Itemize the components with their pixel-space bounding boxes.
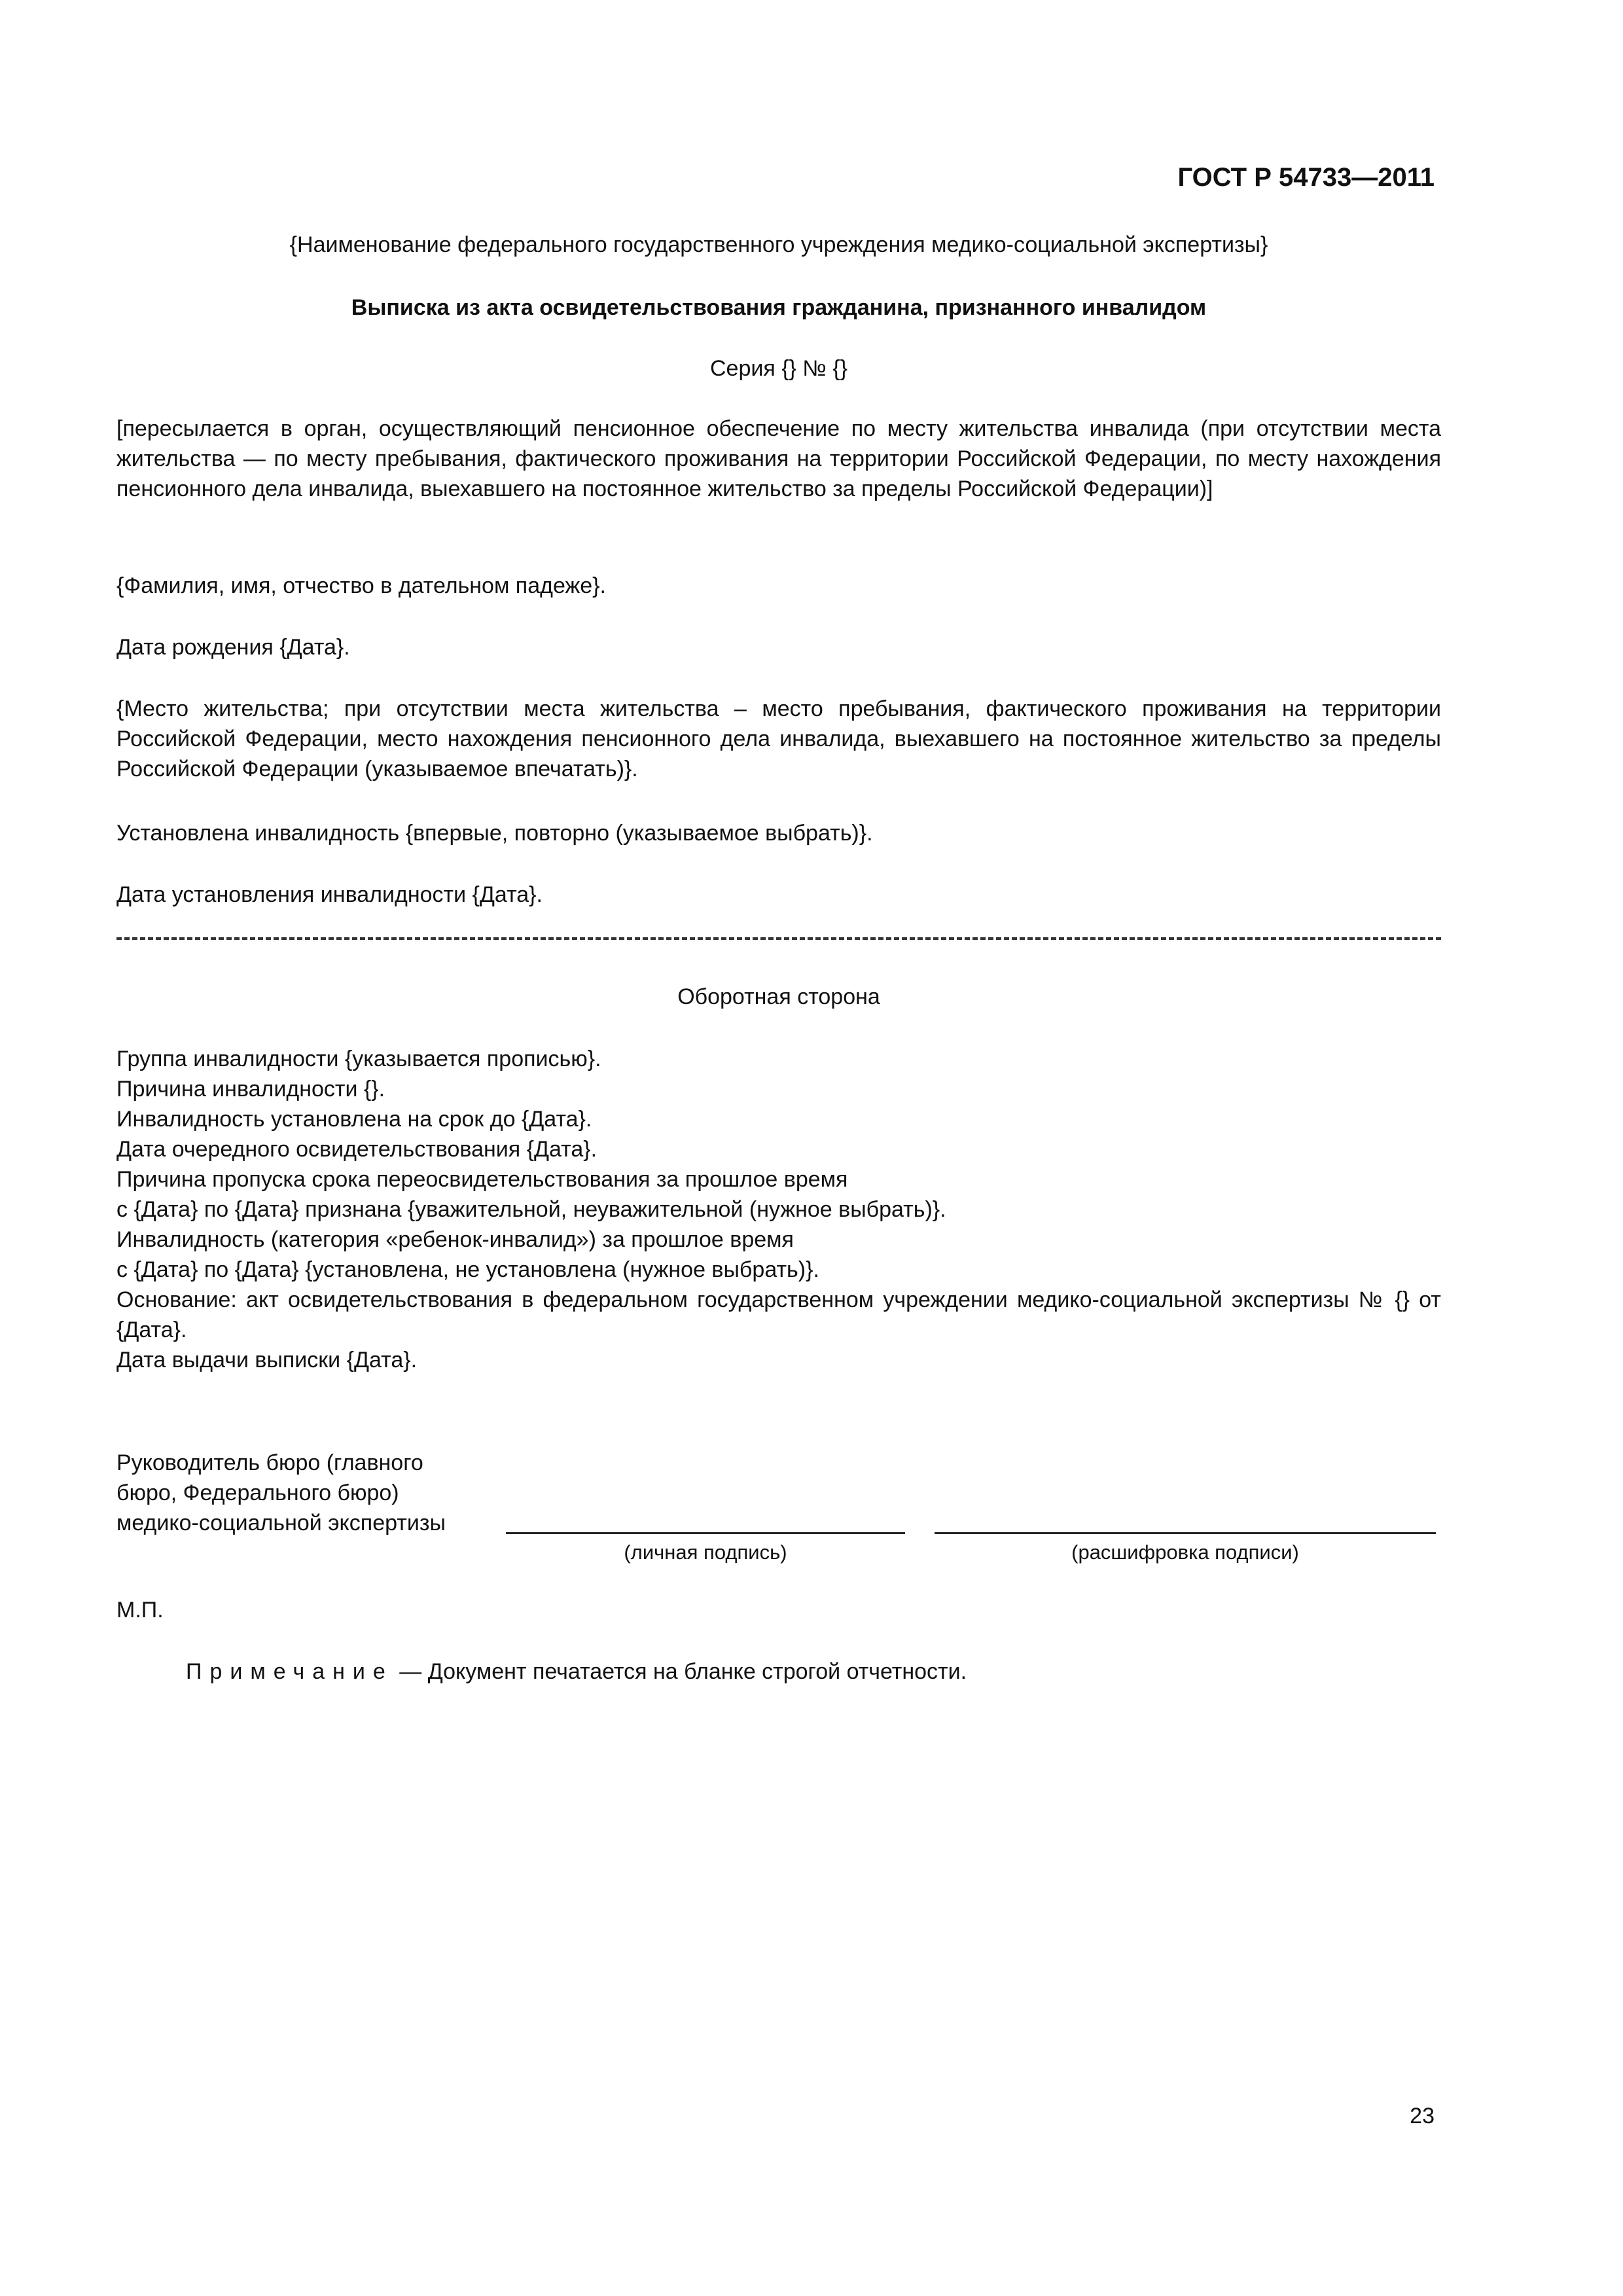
note xyxy=(186,1657,967,1687)
reverse-line-child-period: с {Дата} по {Дата} {установлена, не установлена (нужное выбрать)}. xyxy=(116,1257,819,1282)
cut-line-divider xyxy=(116,937,1441,940)
personal-signature-line xyxy=(506,1532,905,1534)
reverse-side-title: Оборотная сторона xyxy=(677,984,880,1009)
signature-decryption-caption: (расшифровка подписи) xyxy=(1071,1541,1299,1564)
reverse-line-child-category: Инвалидность (категория «ребенок-инвалид») за прошлое время xyxy=(116,1227,794,1252)
signature-role xyxy=(116,1448,446,1538)
signature-role-line: Руководитель бюро (главного xyxy=(116,1450,423,1475)
reverse-line-term: Инвалидность установлена на срок до {Дата}. xyxy=(116,1107,592,1132)
disability-date-field: Дата установления инвалидности {Дата}. xyxy=(116,882,543,907)
reverse-line-missed-reason: Причина пропуска срока переосвидетельствования за прошлое время xyxy=(116,1167,848,1192)
stamp-place: М.П. xyxy=(116,1598,164,1623)
note-label: Примечание xyxy=(186,1659,393,1684)
reverse-side-block xyxy=(116,1044,1441,1375)
institution-placeholder: {Наименование федерального государственного учреждения медико-социальной экспертизы} xyxy=(289,232,1268,257)
series-line: Серия {} № {} xyxy=(709,356,847,381)
reverse-line-basis: Основание: акт освидетельствования в федеральном государственном учреждении медико-социальной экспертизы № {} от {Дата}. xyxy=(116,1287,1441,1342)
forwarding-paragraph: [пересылается в орган, осуществляющий пенсионное обеспечение по месту жительства инвалида (при отсутствии места жительства — по месту пребывания, фактического проживания на территории Российской Федерации, по месту нахождения пенсионного дела инвалида, выехавшего на постоянное жительство за пределы Российской Федерации)] xyxy=(116,416,1441,501)
birth-date-field: Дата рождения {Дата}. xyxy=(116,635,350,660)
signature-role-line: медико-социальной экспертизы xyxy=(116,1511,446,1535)
reverse-line-missed-period: с {Дата} по {Дата} признана {уважительной, неуважительной (нужное выбрать)}. xyxy=(116,1197,946,1222)
signature-decryption-line xyxy=(935,1532,1436,1534)
residence-paragraph: {Место жительства; при отсутствии места жительства – место пребывания, фактического проживания на территории Российской Федерации, место нахождения пенсионного дела инвалида, выехавшего на постоянное жительство за пределы Российской Федерации (указываемое впечатать)}. xyxy=(116,696,1441,781)
standard-code: ГОСТ Р 54733—2011 xyxy=(1177,163,1435,192)
reverse-line-issue-date: Дата выдачи выписки {Дата}. xyxy=(116,1348,418,1372)
page-number: 23 xyxy=(1410,2104,1435,2128)
reverse-line-group: Группа инвалидности {указывается прописью}. xyxy=(116,1047,601,1071)
note-text: — Документ печатается на бланке строгой отчетности. xyxy=(393,1659,967,1684)
signature-role-line: бюро, Федерального бюро) xyxy=(116,1480,399,1505)
document-title: Выписка из акта освидетельствования гражданина, признанного инвалидом xyxy=(351,295,1207,320)
name-field: {Фамилия, имя, отчество в дательном падеже}. xyxy=(116,573,606,598)
personal-signature-caption: (личная подпись) xyxy=(624,1541,787,1564)
reverse-line-next-exam: Дата очередного освидетельствования {Дата}. xyxy=(116,1137,597,1162)
disability-set-field: Установлена инвалидность {впервые, повторно (указываемое выбрать)}. xyxy=(116,821,873,846)
reverse-line-cause: Причина инвалидности {}. xyxy=(116,1077,385,1102)
